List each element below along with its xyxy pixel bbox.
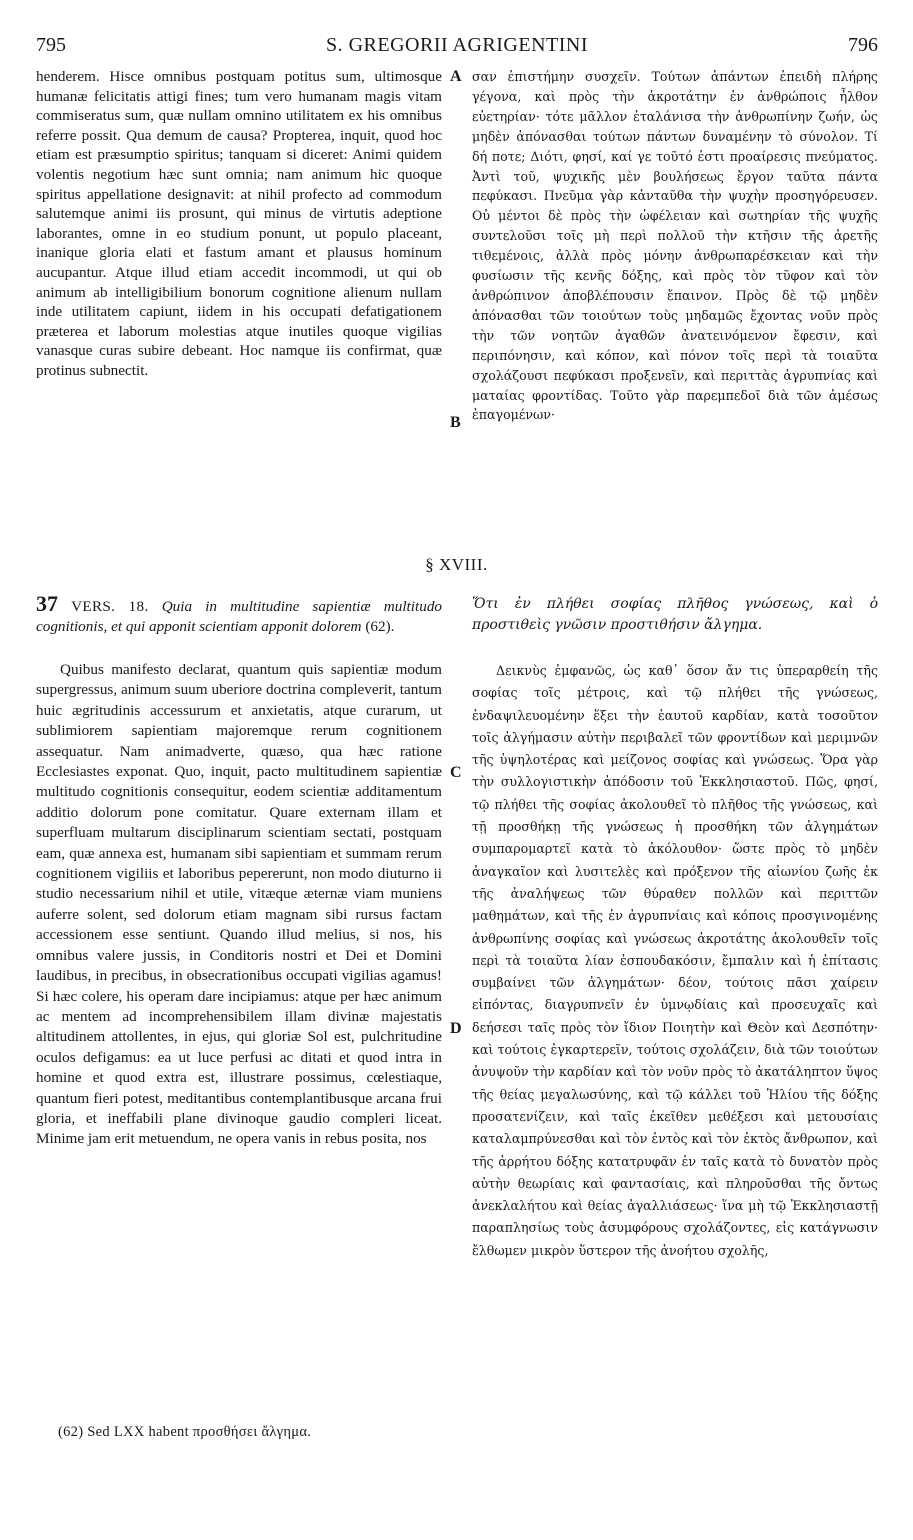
margin-letter-d: D xyxy=(450,1020,462,1037)
latin-paragraph-1: henderem. Hisce omnibus postquam potitus sum, ultimosque humanæ felicitatis attigi fines; tum vero humanam magis vitam commiseratus sum, quæ nullam omnino utilitatem ex his omnibus referre possit. Qua demum de causa? Propterea, inquit, quod hoc etiam est præsumptio spiritus; tanquam si diceret: Animi quidem volentis negotium hæc sunt omnia; nam animum hic quoque spiritus appellatione designavit: at nihil profecto ad commodum salutemque animi iis prosunt, qui minus de virtutis adeptione laborantes, omne in eo studium ponunt, ut populo placeant, inanique gloria elati et fastum amant et plausus hominum aucupantur. Atque illud etiam accedit incommodi, ut qui ob animum ab intelligibilium bonorum cognitione alienum nullam inde utilitatem capiunt, iidem in his occupati defatigationem præterea et laborum molestias atque inutiles quoque vigilias vanasque curas subire debeant. Hoc namque iis confirmat, quæ protinus subnectit. xyxy=(36,68,442,379)
greek-verse-text: Ὅτι ἐν πλήθει σοφίας πλῆθος γνώσεως, καὶ ὁ προστιθεὶς γνῶσιν προστιθήσιν ἄλγημα. xyxy=(472,596,878,633)
latin-column-top xyxy=(36,67,442,381)
latin-paragraph-2: Quibus manifesto declarat, quantum quis sapientiæ modum supergressus, animum suum uberiore doctrina compleverit, tantum huic ægritudinis accessurum et anxietatis, atque curarum, ut sublimiorem sapientiam majoremque rerum cognitionem assequatur. Nam animadverte, quæso, qua hæc ratione Ecclesiastes exponat. Quo, inquit, pacto multitudinem sapientiæ multitudo cognitionis consequitur, eodem scientiæ additamentum additio dolorum pone comitatur. Quare externam illam et superfluam multarum disciplinarum scientiam sectati, postquam eam, quæ annexa est, humanam sibi sapientiam et summam rerum cognitionem vigiliis et laboribus pepererunt, non modo diuturno ii studio necessarium nihil et utile, vitæque æternæ viam muniens auferre solent, sed dolorum etiam magnam sibi rursus factam accessionem esse sentiunt. Quando illud melius, si nos, his omnibus valere jussis, in Conditoris nostri et Dei et Domini laudibus, in precibus, in obsecrationibus occupati vigilias agamus! Si hæc colere, his operam dare incipiamus: atque per hæc animum ac mentem ad incomprehensibilem illam divinæ majestatis altitudinem attollentes, in ejus, qui gloriæ Sol est, pulchritudine oculos defigamus: ea ut luce perfusi ac ditati et quod intra in homine et quod extra est, illustrare possimus, cœlestiaque, quantum fieri potest, meditantibus contemplantibusque arcana frui gloria, et ineffabili plane divinoque gaudio compleri liceat. Minime jam erit metuendum, ne opera vanis in rebus posita, nos xyxy=(36,661,442,1148)
verse-number: 37 xyxy=(36,591,58,616)
verse-heading xyxy=(36,591,442,636)
verse-note-ref: (62). xyxy=(365,617,395,635)
footnote: (62) Sed LXX habent προσθήσει ἄλγημα. xyxy=(58,1424,312,1440)
running-title: S. GREGORII AGRIGENTINI xyxy=(325,34,589,56)
greek-paragraph-1: σαν ἐπιστήμην συσχεῖν. Τούτων ἁπάντων ἐπειδὴ πλήρης γέγονα, καὶ πρὸς τὴν ἀκροτάτην ἐν ἀνθρώποις ἦλθον εὐετηρίαν· τότε μᾶλλον ἐταλάνισα τὴν ἀνθρωπίνην ζωήν, ὡς μηδὲν ἀπόνασθαι τούτων πάντων δυναμένην τὸ σύνολον. Τί δή ποτε; Διότι, φησί, καί γε τοῦτό ἐστι προαίρεσις πνεύματος. Ἀντὶ τοῦ, ψυχικῆς μὲν βουλήσεως ἔργον ταῦτα πάντα πεφύκασι. Πνεῦμα γὰρ κἀνταῦθα τὴν ψυχὴν προσηγόρευσεν. Οὐ μέντοι δὲ πρὸς τὴν ὠφέλειαν καὶ σωτηρίαν τῆς ψυχῆς συντελοῦσι τοῖς μὴ περὶ πολλοῦ τὴν κτῆσιν τῆς ἀρετῆς τιθεμένοις, ἀλλὰ πρὸς μόνην ἀνθρωπαρέσκειαν καὶ τὴν φυσίωσιν τῆς κενῆς δόξης, καὶ πρὸς τὸν τῦφον καὶ τὸν ἀνθρώπινον ἀποβλέπουσιν ἔπαινον. Πρὸς δὲ τῷ μηδὲν ἀπόνασθαι τῶν τοιούτων τοὺς μηδαμῶς ἔχοντας νοῦν πρὸς τὴν τῶν νοητῶν ἀγαθῶν ἀνατεινόμενον ἔφεσιν, καὶ περιπόνησιν, καὶ κόπον, καὶ πόνον τοῖς περὶ τὰ τοιαῦτα σχολάζουσι πεφύκασι προξενεῖν, καὶ περιττὰς ἀγρυπνίας καὶ ματαίας φροντίδας. Τοῦτο γὰρ παρεμπεδοῖ διὰ τῶν ἀμέσως ἐπαγομένων· xyxy=(472,69,878,423)
greek-column-top xyxy=(472,67,878,425)
margin-letter-c: C xyxy=(450,764,462,781)
verse-text: Quia in multitudine sapientiæ multitudo cognitionis, et qui apponit scientiam apponit dolorem xyxy=(36,598,442,635)
verse-label: VERS. 18. xyxy=(71,598,149,615)
margin-letter-b: B xyxy=(450,414,461,431)
greek-column-bottom xyxy=(472,660,878,1262)
page-number-left: 795 xyxy=(36,34,66,56)
latin-column-bottom xyxy=(36,660,442,1150)
margin-letter-a: A xyxy=(450,68,462,85)
greek-verse xyxy=(472,594,878,636)
page-number-right: 796 xyxy=(848,34,878,56)
greek-paragraph-2: Δεικνὺς ἐμφανῶς, ὡς καθ᾽ ὅσον ἄν τις ὑπεραρθείη τῆς σοφίας τοῖς μέτροις, καὶ τῷ πλήθει τῆς γνώσεως, ἐνδαψιλευομένην ἕξει τὴν ἑαυτοῦ καρδίαν, κατὰ τοσοῦτον τοῖς ἀλγήμασιν αὐτὴν περιβαλεῖ τῶν φροντίδων καὶ μεριμνῶν τῆς ὑψηλοτέρας καὶ μείζονος σοφίας καὶ γνώσεως. Ὅρα γὰρ τὴν συλλογιστικὴν ἀπόδοσιν τοῦ Ἐκκλησιαστοῦ. Πῶς, φησί, τῷ πλήθει τῆς σοφίας ἀκολουθεῖ τὸ πλῆθος τῆς γνώσεως, καὶ τῇ προσθήκῃ τῆς γνώσεως ἡ προσθήκη τῶν ἀλγημάτων συμπαρομαρτεῖ κατὰ τὸ ἀκόλουθον· ὥστε πρὸς τὸ μηδὲν ἀναγκαῖον καὶ λυσιτελὲς καὶ πρόξενον τῆς αἰωνίου ζωῆς ἐκ τῆς ἀναλήψεως τῶν θύραθεν πολλῶν καὶ περιττῶν μαθημάτων, καὶ τῆς ἐν ἀγρυπνίαις καὶ κόποις προσγινομένης ἀνθρωπίνης σοφίας καὶ γνώσεως ἀκροτάτης ἀκολουθεῖν τοῖς περὶ τὰ τοιαῦτα λίαν ἐσπουδακόσιν, ἔμπαλιν καὶ ἡ ἐπίτασις συμβαίνει τῶν ἀλγημάτων· δέον, τούτοις πᾶσι χαίρειν εἰπόντας, διαγρυπνεῖν ἐν ὑμνῳδίαις καὶ προσευχαῖς καὶ δεήσεσι ταῖς πρὸς τὸν ἴδιον Ποιητὴν καὶ Θεὸν καὶ Δεσπότην· καὶ τούτοις ἐγκαρτερεῖν, τούτοις σχολάζειν, διὰ τῶν τοιούτων ἀνυψοῦν τὴν καρδίαν καὶ τὸν νοῦν πρὸς τὸ ἀκατάληπτον ὕψος τῆς θείας μεγαλωσύνης, καὶ τῷ κάλλει τοῦ Ἡλίου τῆς δόξης προσατενίζειν, καὶ ταῖς ἐκεῖθεν μεθέξεσι καὶ μετουσίαις καταλαμπρύνεσθαι καὶ τὸν ἐντὸς καὶ τὸν ἐκτὸς ἄνθρωπον, καὶ τῆς ἀρρήτου δόξης κατατρυφᾶν ἐν ταῖς κατὰ τὸ δυνατὸν πρὸς αὐτὴν θεωρίαις καὶ φαντασίαις, καὶ πληροῦσθαι τῆς ὄντως ἀνεκλαλήτου καὶ θείας ἀγαλλιάσεως· ἵνα μὴ τῷ Ἐκκλησιαστῇ παραπλησίως τοὺς ἀσυμφόρους σχολάζοντες, εἰς κατάγνωσιν ἔλθωμεν μικρὸν ὕστερον τῆς ἀνοήτου σχολῆς, xyxy=(472,663,878,1258)
running-header xyxy=(36,34,878,64)
section-heading: § XVIII. xyxy=(425,555,488,574)
